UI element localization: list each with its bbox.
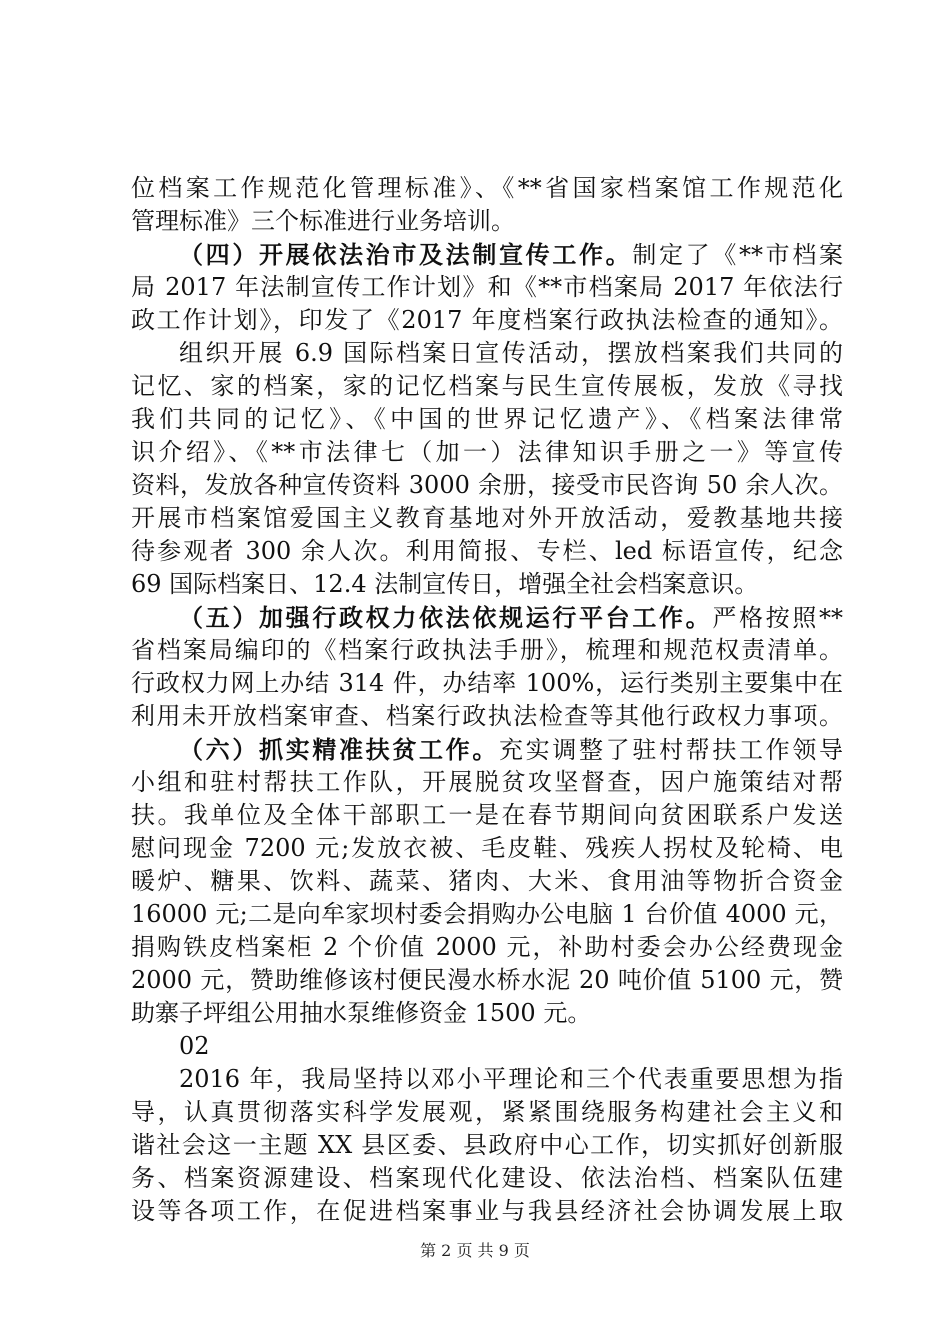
text-line: [131, 1129, 843, 1162]
line-text: 2016 年，我局坚持以邓小平理论和三个代表重要思想为指: [179, 1065, 843, 1093]
text-line: [131, 304, 843, 337]
line-text: 务、档案资源建设、档案现代化建设、依法治档、档案队伍建: [131, 1164, 843, 1192]
text-line: [131, 601, 843, 634]
text-line: [131, 205, 843, 238]
line-text: 16000 元;二是向牟家坝村委会捐购办公电脑 1 台价值 4000 元，: [131, 900, 843, 928]
line-text: 开展市档案馆爱国主义教育基地对外开放活动，爱教基地共接: [131, 504, 843, 532]
text-line: [131, 337, 843, 370]
line-text: 小组和驻村帮扶工作队，开展脱贫攻坚督查，因户施策结对帮: [131, 768, 843, 796]
line-text: 导，认真贯彻落实科学发展观，紧紧围绕服务构建社会主义和: [131, 1098, 843, 1126]
text-line: [131, 766, 843, 799]
text-line: [131, 832, 843, 865]
text-line: [131, 502, 843, 535]
line-text: 利用未开放档案审查、档案行政执法检查等其他行政权力事项。: [131, 702, 843, 730]
line-text: 我们共同的记忆》、《中国的世界记忆遗产》、《档案法律常: [131, 405, 843, 433]
line-text: 政工作计划》，印发了《2017 年度档案行政执法检查的通知》。: [131, 306, 843, 334]
line-text: 69 国际档案日、12.4 法制宣传日，增强全社会档案意识。: [131, 570, 759, 598]
text-line: [131, 931, 843, 964]
line-text: 助寨子坪组公用抽水泵维修资金 1500 元。: [131, 999, 592, 1027]
section-heading: （五）加强行政权力依法依规运行平台工作。: [179, 603, 713, 632]
text-line: [131, 436, 843, 469]
section-heading: （六）抓实精准扶贫工作。: [179, 735, 499, 764]
line-text: 资料，发放各种宣传资料 3000 余册，接受市民咨询 50 余人次。: [131, 471, 843, 499]
text-line: [131, 568, 843, 601]
text-line: [131, 370, 843, 403]
text-line: [131, 667, 843, 700]
text-line: [131, 1195, 843, 1228]
text-line: [131, 172, 843, 205]
line-text: 待参观者 300 余人次。利用简报、专栏、led 标语宣传，纪念: [131, 537, 843, 565]
line-text: 局 2017 年法制宣传工作计划》和《**市档案局 2017 年依法行: [131, 273, 843, 301]
text-line: [131, 865, 843, 898]
text-line: [131, 700, 843, 733]
text-line: [131, 634, 843, 667]
line-text: 2000 元，赞助维修该村便民漫水桥水泥 20 吨价值 5100 元，赞: [131, 966, 843, 994]
line-text: 组织开展 6.9 国际档案日宣传活动，摆放档案我们共同的: [179, 339, 843, 367]
line-text: 严格按照**: [712, 604, 843, 632]
text-line: [131, 271, 843, 304]
text-line: [131, 964, 843, 997]
page-footer: 第 2 页 共 9 页: [420, 1241, 530, 1260]
line-text: 暖炉、糖果、饮料、蔬菜、猪肉、大米、食用油等物折合资金: [131, 867, 843, 895]
text-line: [131, 535, 843, 568]
line-text: 02: [179, 1032, 210, 1060]
text-line: [131, 238, 843, 271]
line-text: 识介绍》、《**市法律七（加一）法律知识手册之一》等宣传: [131, 438, 843, 466]
text-line: [131, 997, 843, 1030]
text-line: [131, 799, 843, 832]
document-body: [131, 172, 843, 1228]
text-line: [131, 403, 843, 436]
line-text: 制定了《**市档案: [632, 241, 843, 269]
line-text: 谐社会这一主题 XX 县区委、县政府中心工作，切实抓好创新服: [131, 1131, 843, 1159]
text-line: [131, 733, 843, 766]
line-text: 位档案工作规范化管理标准》、《**省国家档案馆工作规范化: [131, 174, 843, 202]
line-text: 记忆、家的档案，家的记忆档案与民生宣传展板，发放《寻找: [131, 372, 843, 400]
text-line: [131, 898, 843, 931]
line-text: 管理标准》三个标准进行业务培训。: [131, 207, 515, 235]
text-line: [131, 1063, 843, 1096]
line-text: 设等各项工作，在促进档案事业与我县经济社会协调发展上取: [131, 1197, 843, 1225]
section-heading: （四）开展依法治市及法制宣传工作。: [179, 240, 633, 269]
text-line: [131, 469, 843, 502]
line-text: 慰问现金 7200 元;发放衣被、毛皮鞋、残疾人拐杖及轮椅、电: [131, 834, 843, 862]
line-text: 扶。我单位及全体干部职工一是在春节期间向贫困联系户发送: [131, 801, 843, 829]
text-line: [131, 1096, 843, 1129]
line-text: 捐购铁皮档案柜 2 个价值 2000 元，补助村委会办公经费现金: [131, 933, 843, 961]
line-text: 充实调整了驻村帮扶工作领导: [499, 736, 843, 764]
text-line: [131, 1162, 843, 1195]
line-text: 省档案局编印的《档案行政执法手册》，梳理和规范权责清单。: [131, 636, 843, 664]
line-text: 行政权力网上办结 314 件，办结率 100%，运行类别主要集中在: [131, 669, 843, 697]
text-line: [131, 1030, 843, 1063]
